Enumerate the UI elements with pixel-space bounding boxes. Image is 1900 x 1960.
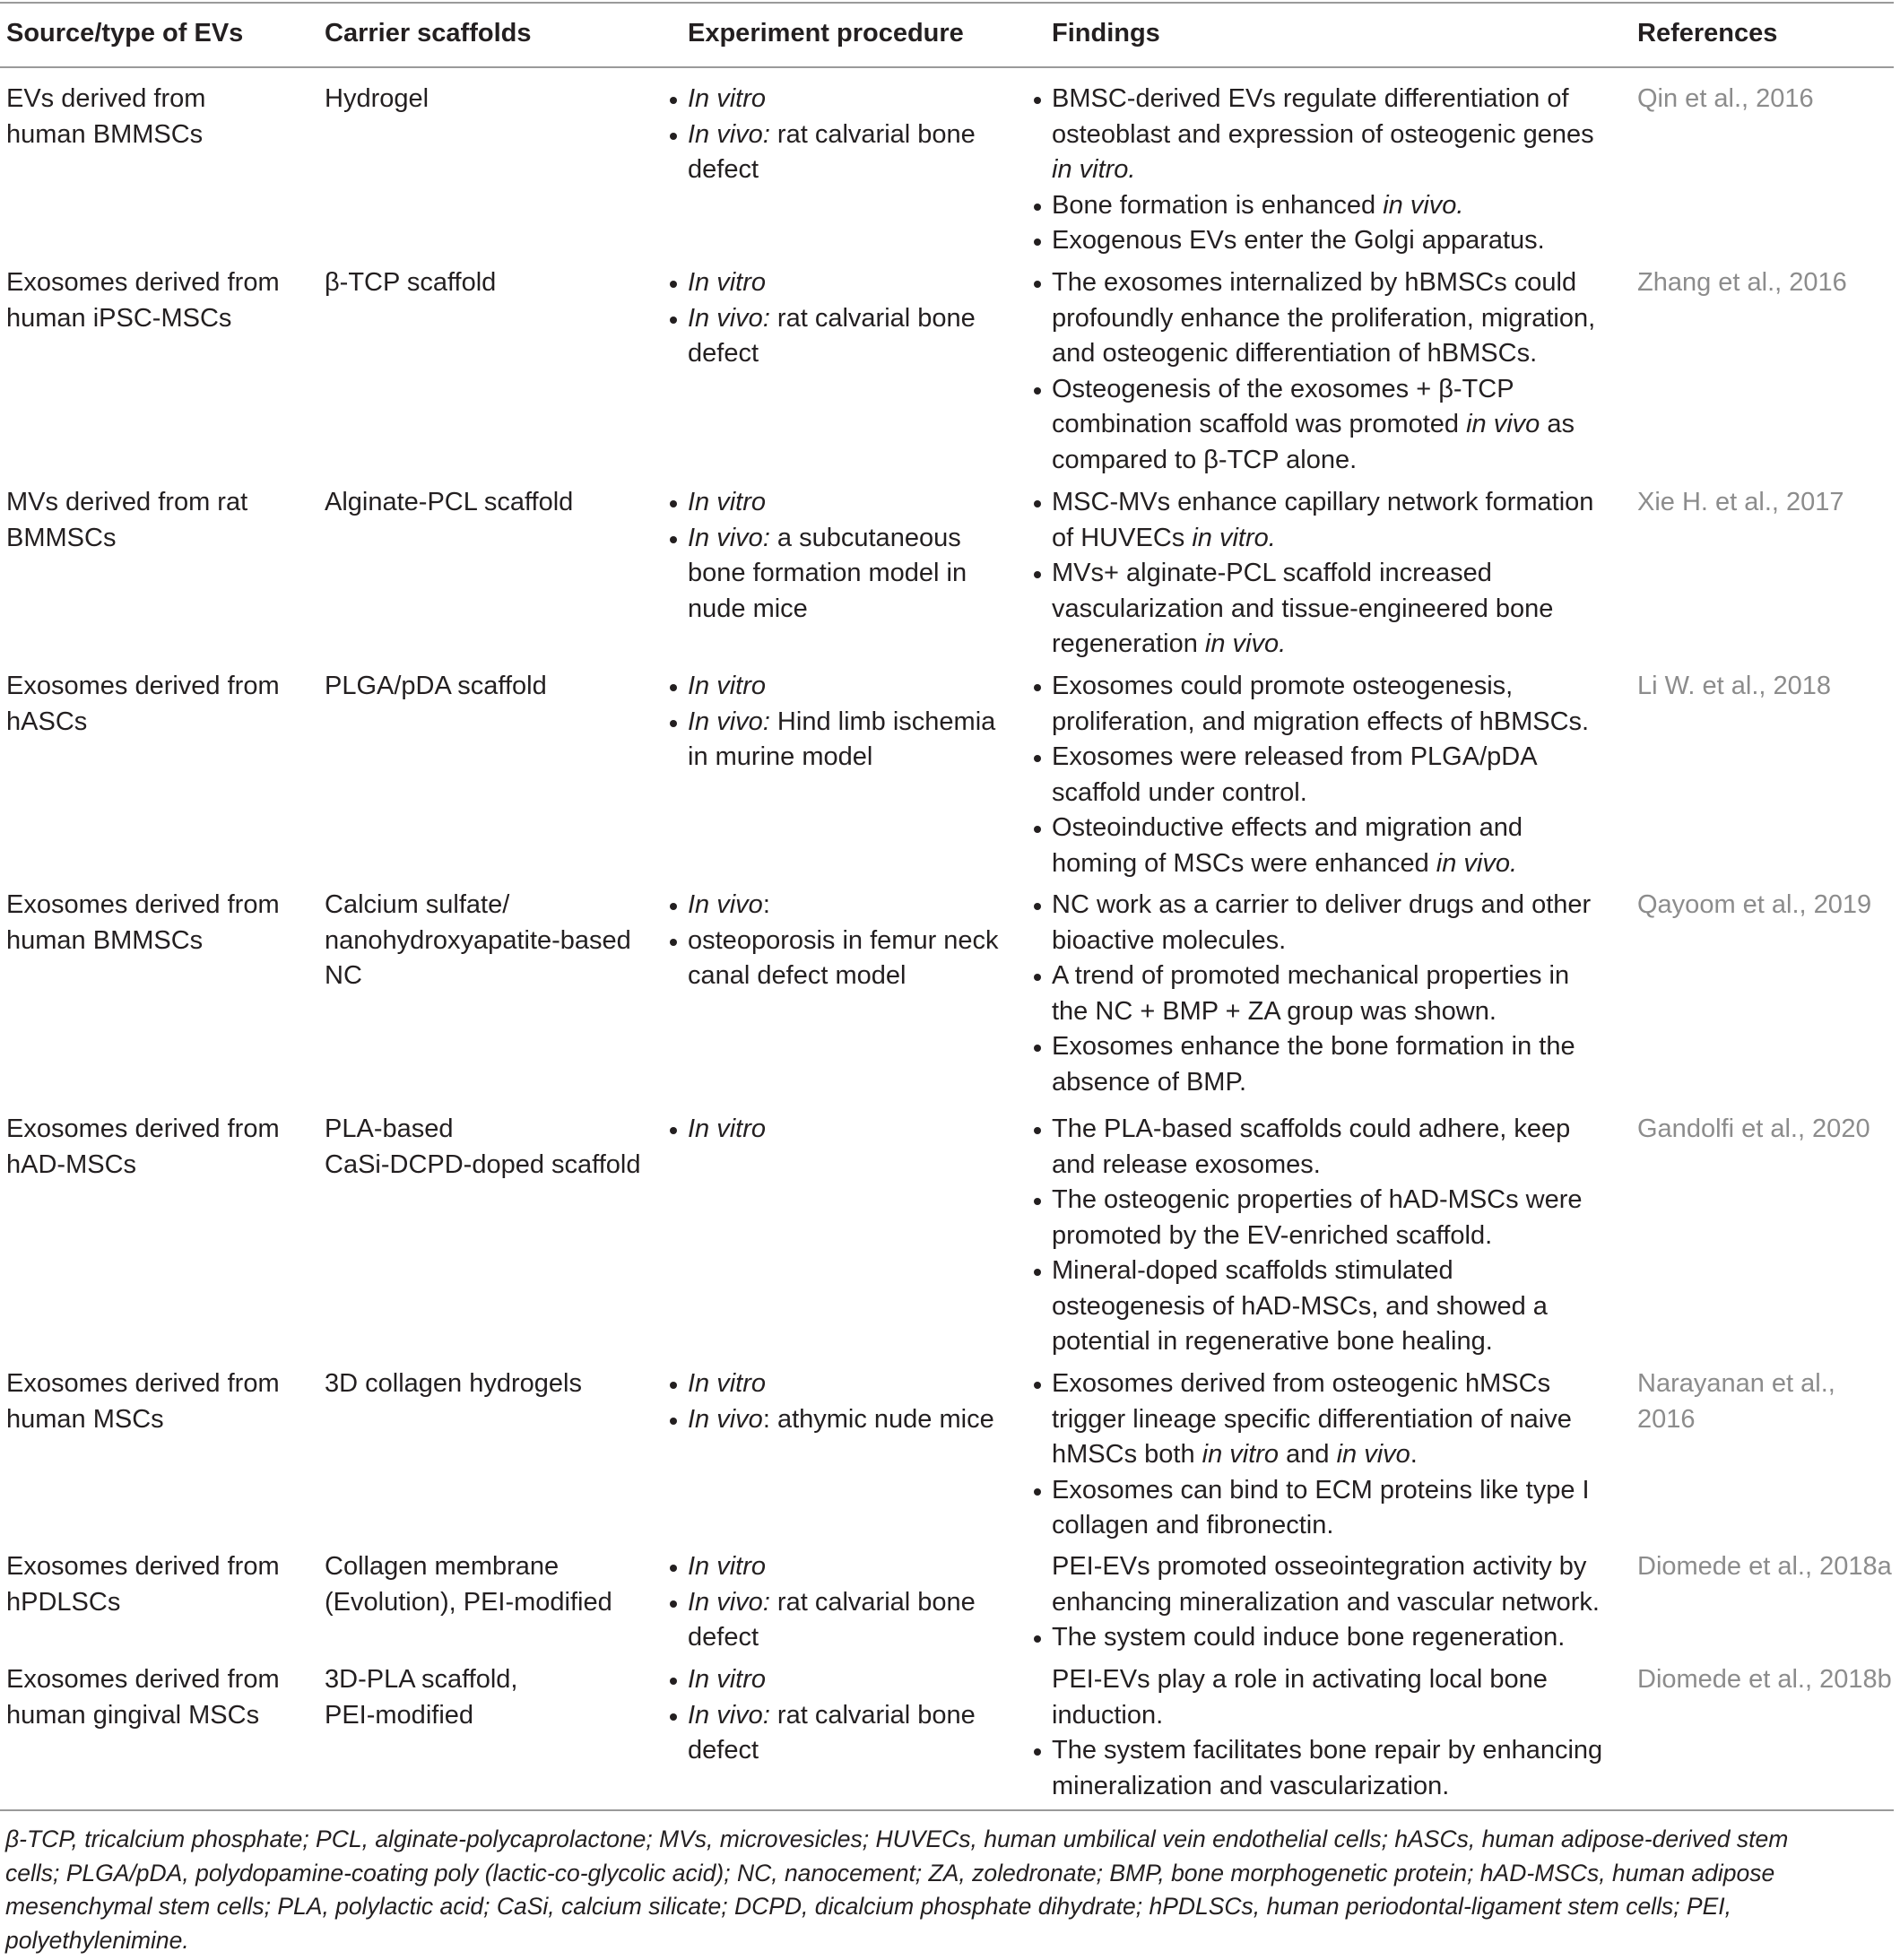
reference-link[interactable]: Qin et al., 2016	[1637, 84, 1814, 113]
source-line: Exosomes derived from	[6, 1114, 280, 1143]
finding-bullet-item: BMSC-derived EVs regulate differentiation of	[1034, 82, 1594, 117]
source-line: hASCs	[6, 707, 88, 736]
reference-link[interactable]: Xie H. et al., 2017	[1637, 488, 1844, 516]
reference-link[interactable]: Li W. et al., 2018	[1637, 672, 1832, 700]
procedure-bullet-item: In vitro	[670, 1662, 976, 1698]
reference-link[interactable]: Gandolfi et al., 2020	[1637, 1114, 1870, 1143]
scaffold-cell	[325, 82, 429, 117]
scaffold-line: nanohydroxyapatite-based	[325, 925, 631, 955]
findings-cell	[1034, 1549, 1600, 1656]
finding-line: absence of BMP.	[1052, 1067, 1247, 1097]
finding-line: in vitro.	[1052, 155, 1136, 184]
scaffold-cell	[325, 888, 631, 994]
source-cell	[6, 265, 280, 336]
source-line: human MSCs	[6, 1404, 164, 1434]
finding-line: PEI-EVs promoted osseointegration activity by	[1052, 1552, 1587, 1581]
finding-line: compared to β-TCP alone.	[1052, 445, 1358, 474]
scaffold-line: NC	[325, 961, 362, 990]
procedure-cell	[670, 1549, 976, 1656]
scaffold-line: PLGA/pDA scaffold	[325, 672, 547, 700]
scaffold-cell	[325, 1366, 582, 1402]
finding-bullet-item: Exosomes could promote osteogenesis,	[1034, 669, 1589, 705]
scaffold-cell	[325, 265, 496, 301]
source-line: human BMMSCs	[6, 119, 204, 149]
scaffold-line: Calcium sulfate/	[325, 890, 510, 919]
procedure-bullet-item: In vivo: athymic nude mice	[670, 1402, 994, 1438]
scaffold-line: β-TCP scaffold	[325, 268, 497, 297]
finding-bullet-item: MVs+ alginate-PCL scaffold increased	[1034, 556, 1593, 592]
source-line: human iPSC-MSCs	[6, 303, 232, 333]
source-line: hPDLSCs	[6, 1587, 121, 1617]
reference-link[interactable]: Diomede et al., 2018a	[1637, 1552, 1892, 1581]
findings-cell	[1034, 485, 1593, 663]
procedure-cell	[670, 888, 999, 994]
source-line: EVs derived from	[6, 84, 206, 113]
footnote-line: mesenchymal stem cells; PLA, polylactic acid; CaSi, calcium silicate; DCPD, dicalcium phosphate dihydrate; hPDLSCs, human periodontal-ligament stem cells; PEI,	[5, 1893, 1732, 1920]
finding-bullet-item: The PLA-based scaffolds could adhere, keep	[1034, 1112, 1583, 1148]
reference-link[interactable]: Zhang et al., 2016	[1637, 268, 1847, 297]
procedure-bullet-item: In vivo: rat calvarial bone	[670, 301, 976, 337]
reference-link[interactable]: Diomede et al., 2018b	[1637, 1665, 1892, 1694]
source-cell	[6, 1662, 280, 1733]
finding-bullet-item: Mineral-doped scaffolds stimulated	[1034, 1253, 1583, 1289]
finding-line: osteoblast and expression of osteogenic genes	[1052, 119, 1594, 149]
procedure-cell	[670, 1662, 976, 1769]
procedure-bullet-item: osteoporosis in femur neck	[670, 924, 999, 959]
finding-bullet-item: The system facilitates bone repair by enhancing	[1034, 1733, 1602, 1769]
procedure-line: canal defect model	[688, 961, 907, 990]
source-cell	[6, 82, 205, 152]
finding-bullet-item: The osteogenic properties of hAD-MSCs were	[1034, 1183, 1583, 1218]
top-rule	[0, 2, 1894, 4]
finding-bullet-item: NC work as a carrier to deliver drugs and other	[1034, 888, 1591, 924]
scaffold-line: PEI-modified	[325, 1700, 474, 1730]
procedure-bullet-item: In vitro	[670, 265, 976, 301]
scaffold-cell	[325, 1549, 612, 1620]
scaffold-line: Hydrogel	[325, 84, 429, 113]
procedure-line: defect	[688, 1623, 759, 1652]
findings-cell	[1034, 265, 1595, 478]
source-line: Exosomes derived from	[6, 672, 280, 700]
procedure-bullet-item: In vitro	[670, 1112, 766, 1148]
scaffold-line: CaSi-DCPD-doped scaffold	[325, 1149, 641, 1179]
procedure-bullet-item: In vivo:	[670, 888, 999, 924]
header-source: Source/type of EVs	[6, 19, 244, 48]
source-line: hAD-MSCs	[6, 1149, 137, 1179]
finding-line: trigger lineage specific differentiation of naive	[1052, 1404, 1572, 1434]
scaffold-cell	[325, 485, 573, 521]
finding-line: combination scaffold was promoted in vivo as	[1052, 410, 1575, 438]
header-findings: Findings	[1052, 19, 1160, 48]
scaffold-cell	[325, 669, 547, 705]
procedure-bullet-item: In vitro	[670, 1549, 976, 1585]
finding-bullet-item: Bone formation is enhanced in vivo.	[1034, 188, 1594, 224]
finding-line: the NC + BMP + ZA group was shown.	[1052, 996, 1497, 1026]
footnote-line: β-TCP, tricalcium phosphate; PCL, alginate-polycaprolactone; MVs, microvesicles; HUVECs, human umbilical vein endothelial cells; hASCs, human adipose-derived stem	[5, 1826, 1789, 1852]
procedure-cell	[670, 669, 995, 776]
finding-line: enhancing mineralization and vascular network.	[1052, 1587, 1600, 1617]
source-cell	[6, 669, 280, 740]
procedure-bullet-item: In vivo: Hind limb ischemia	[670, 705, 995, 741]
finding-bullet-item: The system could induce bone regeneration.	[1034, 1620, 1600, 1656]
procedure-bullet-item: In vivo: rat calvarial bone	[670, 1585, 976, 1621]
findings-cell	[1034, 1112, 1583, 1360]
source-line: human gingival MSCs	[6, 1700, 260, 1730]
source-line: Exosomes derived from	[6, 268, 280, 297]
finding-line: and osteogenic differentiation of hBMSCs.	[1052, 339, 1538, 368]
finding-bullet-item: Osteoinductive effects and migration and	[1034, 811, 1589, 846]
finding-line: of HUVECs in vitro.	[1052, 523, 1276, 552]
source-line: MVs derived from rat	[6, 488, 248, 516]
source-line: Exosomes derived from	[6, 890, 280, 919]
header-references: References	[1637, 19, 1778, 48]
findings-cell	[1034, 1662, 1602, 1804]
source-line: Exosomes derived from	[6, 1552, 280, 1581]
procedure-bullet-item: In vitro	[670, 485, 967, 521]
procedure-cell	[670, 265, 976, 372]
findings-cell	[1034, 1366, 1590, 1544]
procedure-line: bone formation model in	[688, 559, 967, 587]
procedure-line: nude mice	[688, 594, 808, 623]
procedure-bullet-item: In vivo: a subcutaneous	[670, 521, 967, 557]
finding-bullet-item: Exosomes enhance the bone formation in the	[1034, 1029, 1591, 1065]
finding-line: hMSCs both in vitro and in vivo.	[1052, 1440, 1418, 1469]
scaffold-line: 3D collagen hydrogels	[325, 1369, 582, 1398]
procedure-cell	[670, 1112, 766, 1148]
table-footnote	[5, 1823, 1896, 1957]
reference-link[interactable]: Qayoom et al., 2019	[1637, 890, 1872, 919]
findings-cell	[1034, 669, 1589, 881]
finding-line: induction.	[1052, 1700, 1164, 1730]
finding-bullet-item: Exosomes can bind to ECM proteins like type I	[1034, 1473, 1590, 1509]
finding-line: promoted by the EV-enriched scaffold.	[1052, 1220, 1493, 1250]
procedure-bullet-item: In vitro	[670, 82, 976, 117]
procedure-cell	[670, 485, 967, 627]
finding-line: and release exosomes.	[1052, 1149, 1321, 1179]
finding-line: profoundly enhance the proliferation, migration,	[1052, 303, 1596, 333]
procedure-bullet-item: In vitro	[670, 669, 995, 705]
finding-line: bioactive molecules.	[1052, 925, 1287, 955]
findings-cell	[1034, 82, 1594, 259]
finding-bullet-item: MSC-MVs enhance capillary network formation	[1034, 485, 1593, 521]
scaffold-line: PLA-based	[325, 1114, 454, 1143]
finding-line: proliferation, and migration effects of hBMSCs.	[1052, 707, 1590, 736]
source-line: BMMSCs	[6, 523, 117, 552]
finding-line: scaffold under control.	[1052, 777, 1307, 807]
finding-bullet-item: A trend of promoted mechanical properties in	[1034, 958, 1591, 994]
procedure-line: defect	[688, 339, 759, 368]
scaffold-line: Alginate-PCL scaffold	[325, 488, 574, 516]
source-cell	[6, 888, 280, 958]
scaffold-line: (Evolution), PEI-modified	[325, 1587, 612, 1617]
scaffold-cell	[325, 1662, 517, 1733]
source-line: Exosomes derived from	[6, 1665, 280, 1694]
procedure-cell	[670, 82, 976, 188]
reference-link[interactable]: Narayanan et al., 2016	[1637, 1369, 1835, 1434]
finding-bullet-item: Exosomes were released from PLGA/pDA	[1034, 740, 1589, 776]
source-cell	[6, 485, 247, 556]
procedure-line: defect	[688, 155, 759, 184]
procedure-bullet-item: In vivo: rat calvarial bone	[670, 1698, 976, 1734]
source-cell	[6, 1366, 280, 1437]
source-cell	[6, 1112, 280, 1183]
procedure-line: defect	[688, 1736, 759, 1765]
header-scaffolds: Carrier scaffolds	[325, 19, 532, 48]
finding-line: mineralization and vascularization.	[1052, 1771, 1450, 1800]
findings-cell	[1034, 888, 1591, 1100]
source-cell	[6, 1549, 280, 1620]
procedure-line: in murine model	[688, 742, 873, 771]
finding-line: homing of MSCs were enhanced in vivo.	[1052, 848, 1518, 878]
finding-line: osteogenesis of hAD-MSCs, and showed a	[1052, 1291, 1548, 1321]
source-line: human BMMSCs	[6, 925, 204, 955]
header-rule	[0, 66, 1894, 68]
finding-bullet-item: Osteogenesis of the exosomes + β-TCP	[1034, 372, 1595, 408]
finding-line: collagen and fibronectin.	[1052, 1511, 1334, 1539]
finding-bullet-item: Exogenous EVs enter the Golgi apparatus.	[1034, 223, 1594, 259]
source-line: Exosomes derived from	[6, 1369, 280, 1398]
bottom-rule	[0, 1809, 1894, 1811]
finding-line: PEI-EVs play a role in activating local bone	[1052, 1665, 1548, 1694]
footnote-line: polyethylenimine.	[5, 1926, 189, 1954]
finding-bullet-item: The exosomes internalized by hBMSCs could	[1034, 265, 1595, 301]
finding-line: vascularization and tissue-engineered bone	[1052, 594, 1554, 623]
footnote-line: cells; PLGA/pDA, polydopamine-coating poly (lactic-co-glycolic acid); NC, nanocement; ZA, zoledronate; BMP, bone morphogenetic protein; hAD-MSCs, human adipose	[5, 1859, 1775, 1886]
scaffold-line: Collagen membrane	[325, 1552, 560, 1581]
scaffold-line: 3D-PLA scaffold,	[325, 1665, 518, 1694]
procedure-bullet-item: In vitro	[670, 1366, 994, 1402]
procedure-bullet-item: In vivo: rat calvarial bone	[670, 117, 976, 153]
header-procedure: Experiment procedure	[688, 19, 964, 48]
procedure-cell	[670, 1366, 994, 1437]
finding-line: potential in regenerative bone healing.	[1052, 1327, 1493, 1356]
finding-line: regeneration in vivo.	[1052, 629, 1287, 658]
finding-bullet-item: Exosomes derived from osteogenic hMSCs	[1034, 1366, 1590, 1402]
scaffold-cell	[325, 1112, 640, 1183]
